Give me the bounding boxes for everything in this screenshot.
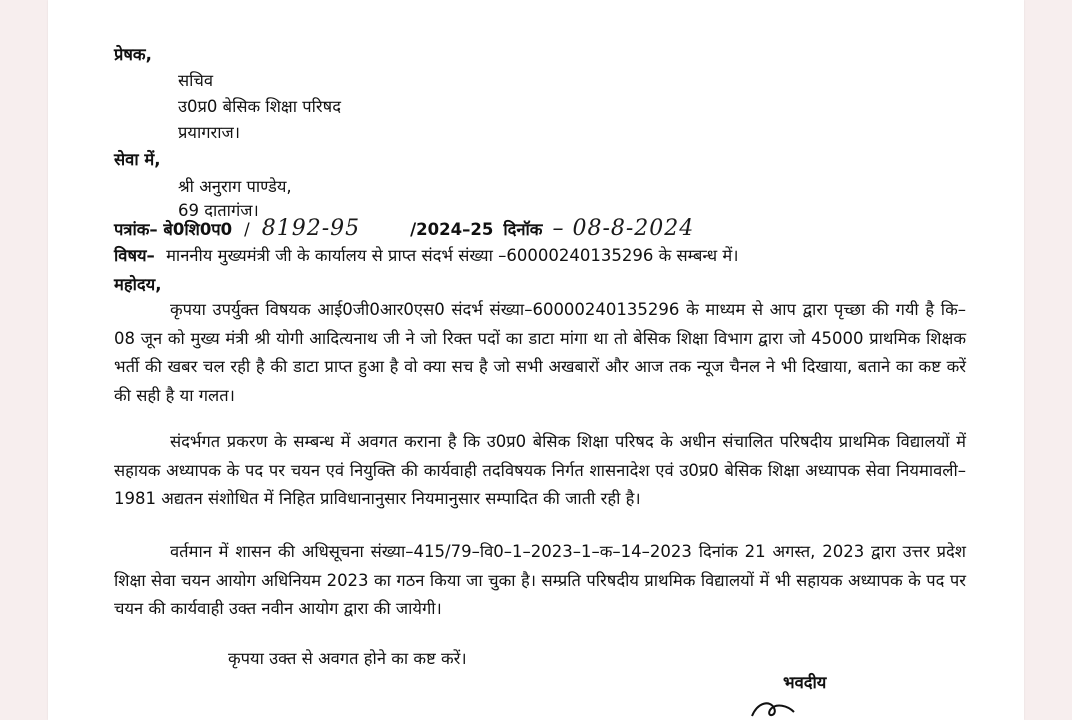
recipient-name: श्री अनुराग पाण्डेय,: [178, 177, 292, 196]
sender-office: उ0प्र0 बेसिक शिक्षा परिषद: [178, 97, 341, 116]
letter-page: [48, 0, 1024, 720]
body-paragraph-2: संदर्भगत प्रकरण के सम्बन्ध में अवगत कराना है कि उ0प्र0 बेसिक शिक्षा परिषद के अधीन संचालित परिषदीय प्राथमिक विद्यालयों में सहायक अध्यापक के पद पर चयन एवं नियुक्ति की कार्यवाही तदविषयक निर्गत शासनादेश एवं उ0प्र0 बेसिक शिक्षा अध्यापक सेवा नियमावली–1981 अद्यतन संशोधित में निहित प्राविधानानुसार नियमानुसार सम्पादित की जाती रही है।: [114, 432, 966, 508]
body-paragraph-1: कृपया उपर्युक्त विषयक आई0जी0आर0एस0 संदर्भ संख्या–60000240135296 के माध्यम से आप द्वारा पृच्छा की गयी है कि– 08 जून को मुख्य मंत्री श्री योगी आदित्यनाथ जी ने जो रिक्त पदों का डाटा मांगा था तो बेसिक शिक्षा विभाग द्वारा जो 45000 प्राथमिक शिक्षक भर्ती की खबर चल रही है की डाटा प्राप्त हुआ है वो क्या सच है जो सभी अखबारों और आज तक न्यूज चैनल ने भी दिखाया, बताने का कष्ट करें की सही है या गलत।: [114, 300, 966, 405]
reference-number-handwritten: 8192-95: [261, 216, 361, 241]
reference-year: /2024–25: [410, 220, 494, 239]
signature-mark: [748, 694, 828, 720]
sender-place: प्रयागराज।: [178, 123, 241, 142]
reference-label: पत्रांक– बे0शि0प0: [114, 220, 233, 239]
subject-text: माननीय मुख्यमंत्री जी के कार्यालय से प्राप्त संदर्भ संख्या –60000240135296 के सम्बन्ध में।: [166, 246, 739, 265]
reference-separator: /: [244, 220, 250, 239]
reference-date-handwritten: – 08-8-2024: [552, 216, 695, 241]
sign-off: भवदीय: [783, 673, 827, 692]
body-paragraph-3: वर्तमान में शासन की अधिसूचना संख्या–415/79–वि0–1–2023–1–क–14–2023 दिनांक 21 अगस्त, 2023 द्वारा उत्तर प्रदेश शिक्षा सेवा चयन आयोग अधिनियम 2023 का गठन किया जा चुका है। सम्प्रति परिषदीय प्राथमिक विद्यालयों में भी सहायक अध्यापक के पद पर चयन की कार्यवाही उक्त नवीन आयोग द्वारा की जायेगी।: [114, 542, 966, 618]
subject-label: विषय–: [114, 246, 155, 265]
recipient-address: 69 दातागंज।: [178, 201, 259, 220]
salutation: महोदय,: [114, 275, 162, 294]
closing-request: कृपया उक्त से अवगत होने का कष्ट करें।: [228, 649, 467, 668]
sender-designation: सचिव: [178, 71, 214, 90]
recipient-heading: सेवा में,: [114, 150, 161, 169]
subject-line: [114, 241, 739, 271]
reference-date-label: दिनॉक: [503, 220, 543, 239]
sender-heading: प्रेषक,: [114, 45, 152, 64]
